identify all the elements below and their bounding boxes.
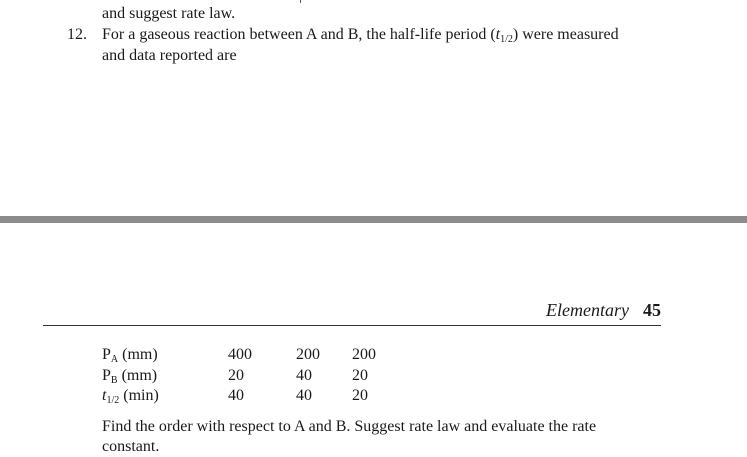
previous-question-tail: and suggest rate law. (102, 5, 236, 22)
page-number: 45 (643, 300, 661, 320)
table-cell: 20 (352, 367, 368, 384)
running-head (546, 299, 661, 321)
table-row (102, 366, 402, 386)
table-cell: 40 (296, 387, 312, 404)
table-row (102, 345, 402, 365)
running-head-rule (43, 325, 661, 326)
label-main: P (102, 346, 111, 363)
label-main: t (102, 387, 107, 404)
label-subscript: B (110, 375, 118, 386)
table-cell: 20 (352, 387, 368, 404)
half-life-symbol: t (495, 26, 501, 43)
instruction-line-2: constant. (102, 438, 160, 455)
question-text-part-b: ) were measured (512, 26, 619, 43)
row-label (102, 386, 159, 411)
stray-tick-mark (300, 0, 301, 3)
label-unit: (mm) (118, 346, 158, 363)
instruction-line-1: Find the order with respect to A and B. Suggest rate law and evaluate the rate (102, 418, 597, 435)
table-cell: 400 (228, 346, 252, 363)
table-cell: 20 (228, 367, 244, 384)
label-unit: (mm) (117, 367, 158, 384)
question-text-line-2: and data reported are (102, 47, 237, 64)
table-row (102, 386, 402, 406)
label-main: P (102, 367, 111, 384)
running-head-section: Elementary (546, 300, 629, 320)
question-number: 12. (67, 26, 87, 43)
label-subscript: A (110, 354, 119, 365)
table-cell: 40 (228, 387, 244, 404)
label-unit: (min) (119, 387, 159, 404)
table-cell: 200 (352, 346, 376, 363)
page-separator (0, 216, 747, 223)
table-cell: 40 (296, 367, 312, 384)
label-subscript: 1/2 (106, 395, 120, 406)
question-text-part-a: For a gaseous reaction between A and B, the half-life period ( (102, 26, 496, 43)
half-life-subscript: 1/2 (500, 34, 513, 45)
table-cell: 200 (296, 346, 320, 363)
